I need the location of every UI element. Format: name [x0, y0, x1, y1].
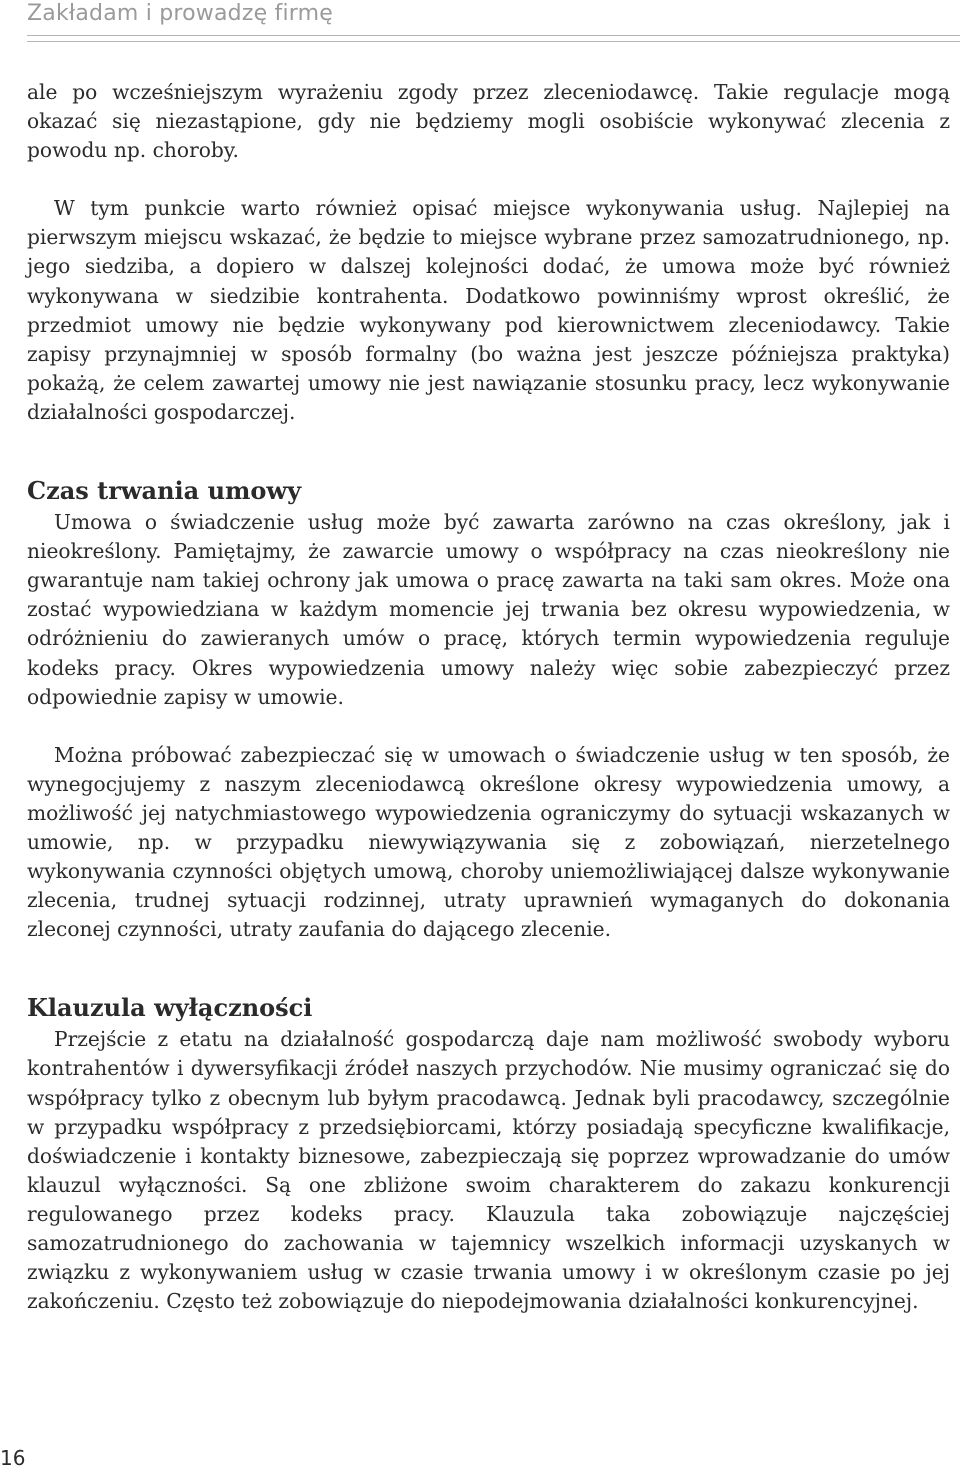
paragraph-place-of-service: W tym punkcie warto również opisać miejsce wykonywania usług. Najlepiej na pierwszym miejscu wskazać, że będzie to miejsce wybrane przez samozatrudnionego, np. jego siedziba, a dopiero w dalszej kolejności dodać, że umowa może być również wykonywana w siedzibie kontrahenta. Dodatkowo powinniśmy wprost określić, że przedmiot umowy nie będzie wykonywany pod kierownictwem zleceniodawcy. Takie zapisy przynajmniej w sposób formalny (bo ważna jest jeszcze późniejsza praktyka) pokażą, że celem zawartej umowy nie jest nawiązanie stosunku pracy, lecz wykonywanie działalności gospodarczej. [27, 196, 950, 424]
paragraph-contract-duration-2: Można próbować zabezpieczać się w umowach o świadczenie usług w ten sposób, że wynegocjujemy z naszym zleceniodawcą określone okresy wypowiedzenia umowy, a możliwość jej natychmiastowego wypowiedzenia ograniczymy do sytuacji wskazanych w umowie, np. w przypadku niewywiązywania się z zobowiązań, nierzetelnego wykonywania czynności objętych umową, choroby uniemożliwiającej dalsze wykonywanie zlecenia, trudnej sytuacji rodzinnej, utraty uprawnień wymaganych do dokonania zleconej czynności, utraty zaufania do dającego zlecenie. [27, 742, 950, 942]
paragraph-continuation: ale po wcześniejszym wyrażeniu zgody przez zleceniodawcę. Takie regulacje mogą okazać się niezastąpione, gdy nie będziemy mogli osobiście wykonywać zlecenia z powodu np. choroby. [27, 80, 950, 163]
running-header: Zakładam i prowadzę firmę [27, 1, 333, 26]
section-heading-contract-duration: Czas trwania umowy [27, 476, 302, 506]
section-heading-exclusivity-clause: Klauzula wyłączności [27, 993, 313, 1023]
page-number: 16 [0, 1446, 26, 1470]
paragraph-exclusivity-clause: Przejście z etatu na działalność gospodarczą daje nam możliwość swobody wyboru kontrahentów i dywersyfikacji źródeł naszych przychodów. Nie musimy ograniczać się do współpracy tylko z obecnym lub byłym pracodawcą. Jednak byli pracodawcy, szczególnie w przypadku współpracy z przedsiębiorcami, którzy posiadają specyficzne kwalifikacje, doświadczenie i kontakty biznesowe, zabezpieczają się poprzez wprowadzanie do umów klauzul wyłączności. Są one zbliżone swoim charakterem do zakazu konkurencji regulowanego przez kodeks pracy. Klauzula taka zobowiązuje najczęściej samozatrudnionego do zachowania w tajemnicy wszelkich informacji uzyskanych w związku z wykonywaniem usług w czasie trwania umowy i w określonym czasie po jej zakończeniu. Często też zobowiązuje do niepodejmowania działalności konkurencyjnej. [27, 1027, 950, 1314]
header-rule [27, 35, 960, 42]
page-content [27, 78, 950, 1316]
paragraph-contract-duration-1: Umowa o świadczenie usług może być zawarta zarówno na czas określony, jak i nieokreślony. Pamiętajmy, że zawarcie umowy o współpracy na czas nieokreślony nie gwarantuje nam takiej ochrony jak umowa o pracę zawarta na taki sam okres. Może ona zostać wypowiedziana w każdym momencie jej trwania bez okresu wypowiedzenia, w odróżnieniu do zawieranych umów o pracę, których termin wypowiedzenia reguluje kodeks pracy. Okres wypowiedzenia umowy należy więc sobie zabezpieczyć przez odpowiednie zapisy w umowie. [27, 510, 950, 709]
